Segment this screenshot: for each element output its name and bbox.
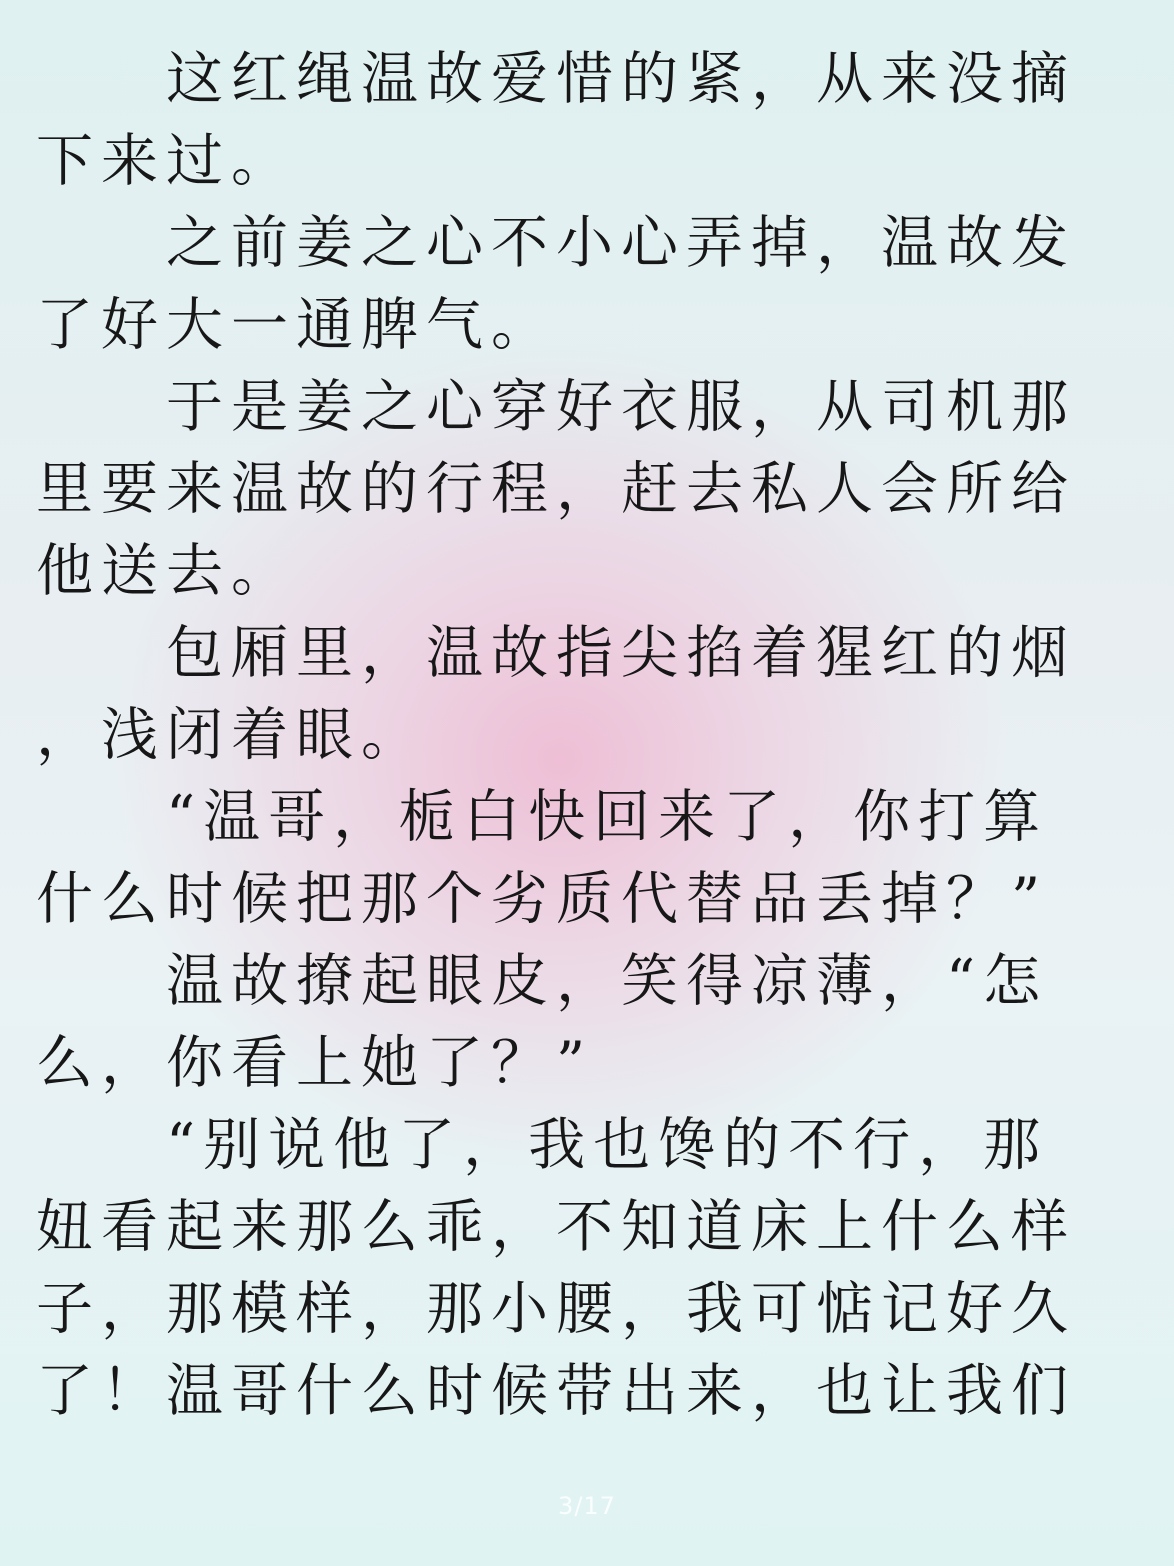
text-line-17: 了！温哥什么时候带出来，也让我们 xyxy=(36,1358,1076,1424)
text-line-14: “别说他了，我也馋的不行，那 xyxy=(36,1112,1049,1178)
text-line-9: ，浅闭着眼。 xyxy=(36,702,426,768)
text-line-12: 温故撩起眼皮，笑得凉薄，“怎 xyxy=(36,948,1049,1014)
text-line-15: 妞看起来那么乖，不知道床上什么样 xyxy=(36,1194,1076,1260)
text-line-16: 子，那模样，那小腰，我可惦记好久 xyxy=(36,1276,1076,1342)
text-line-4: 了好大一通脾气。 xyxy=(36,292,556,358)
text-line-5: 于是姜之心穿好衣服，从司机那 xyxy=(36,374,1076,440)
text-line-7: 他送去。 xyxy=(36,538,296,604)
text-line-10: “温哥，栀白快回来了，你打算 xyxy=(36,784,1049,850)
text-line-6: 里要来温故的行程，赶去私人会所给 xyxy=(36,456,1076,522)
text-line-11: 什么时候把那个劣质代替品丢掉？” xyxy=(36,866,1049,932)
text-line-8: 包厢里，温故指尖掐着猩红的烟 xyxy=(36,620,1076,686)
text-line-3: 之前姜之心不小心弄掉，温故发 xyxy=(36,210,1076,276)
text-line-2: 下来过。 xyxy=(36,128,296,194)
page-indicator: 3/17 xyxy=(558,1492,616,1520)
text-line-1: 这红绳温故爱惜的紧，从来没摘 xyxy=(36,46,1076,112)
text-line-13: 么，你看上她了？” xyxy=(36,1030,594,1096)
